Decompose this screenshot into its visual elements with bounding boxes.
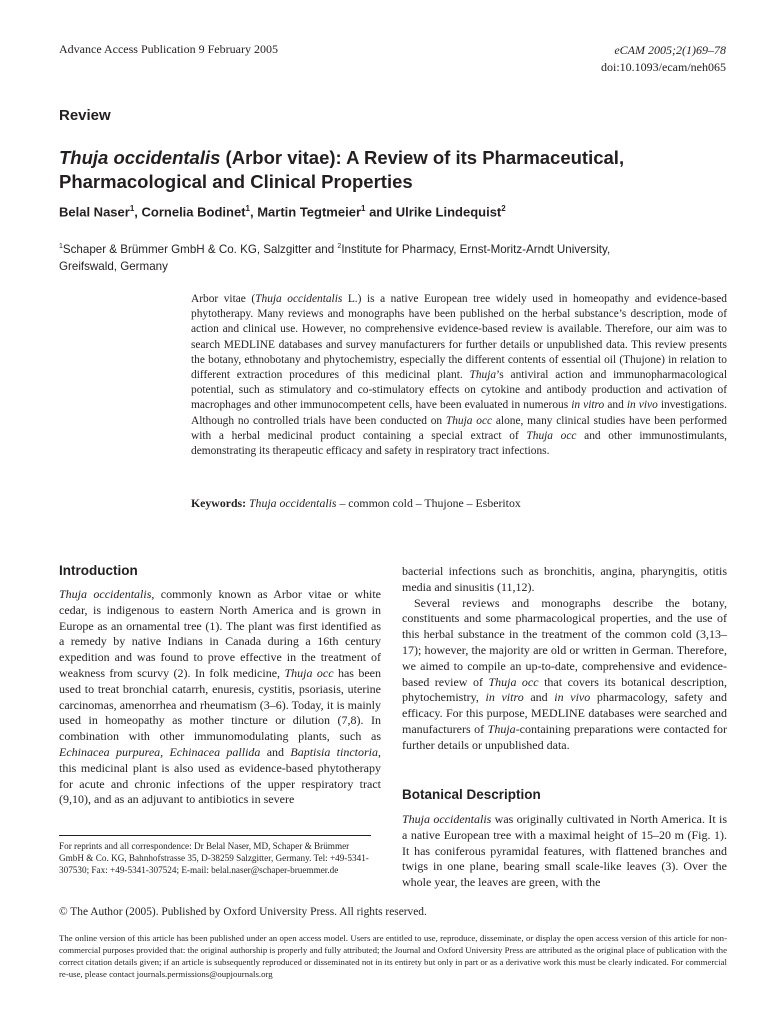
paragraph — [402, 596, 727, 754]
author-aff: 1 — [245, 204, 250, 213]
abstract-text: and other immunostimulants, demonstrating its therapeutic efficacy and safety in respiratory tract infections. — [191, 429, 727, 458]
body-italic: Thuja — [487, 721, 516, 736]
abstract-text: Arbor vitae ( — [191, 293, 256, 305]
abstract-italic: in vitro — [571, 399, 605, 412]
body-italic: Thuja occ — [488, 674, 539, 689]
body-italic: Thuja occidentalis — [59, 587, 152, 601]
affiliation-2: Institute for Pharmacy, Ernst-Moritz-Arndt University, — [341, 242, 611, 256]
body-italic: in vivo — [554, 690, 591, 705]
aff-mark: 1 — [59, 243, 63, 250]
open-access-notice: The online version of this article has been published under an open access model. Users are entitled to use, reproduce, disseminate, or display the open access version of this article for non-commercial purposes provided that: the original authorship is properly and fully attributed; the Journal and Oxford University Press are attributed as the original place of publication with the correct citation details given; if an article is subsequently reproduced or disseminated not in its entirety but only in part or as a derivative work this must be clearly indicated. For commercial re-use, please contact journals.permissions@oupjournals.org — [59, 933, 727, 979]
abstract — [191, 292, 727, 459]
botanical-paragraph — [402, 812, 727, 891]
author-list: Belal Naser$^1$, Cornelia Bodinet$^1$, Martin Tegtmeier$^1$ and Ulrike Lindequist$^2$ — [59, 204, 506, 220]
article-title — [59, 146, 739, 194]
author-aff: 2 — [501, 204, 506, 213]
body-italic: Echinacea purpurea, Echinacea pallida — [59, 744, 261, 759]
keywords — [191, 496, 521, 511]
section-label: Review — [59, 107, 111, 124]
paragraph: bacterial infections such as bronchitis, angina, pharyngitis, otitis media and sinusitis (11,12). — [402, 564, 727, 594]
body-text: and — [523, 690, 555, 705]
keywords-rest: – common cold – Thujone – Esberitox — [336, 496, 521, 510]
body-text: and — [260, 744, 291, 759]
abstract-italic: Thuja — [469, 369, 497, 382]
abstract-text: and — [604, 399, 627, 412]
body-text: was originally cultivated in North America. It is a native European tree with a maximal height of 15–20 m (Fig. 1). It has coniferous pyramidal features, with flattened branches and twigs in one plane, bearing small scale-like leaves (3). Over the whole year, the leaves are green, with the — [402, 812, 727, 890]
abstract-italic: Thuja occ — [526, 429, 577, 442]
affiliation-1: Schaper & Brümmer GmbH & Co. KG, Salzgitter and — [62, 242, 338, 256]
heading-botanical-description: Botanical Description — [402, 787, 541, 802]
abstract-italic: Thuja occ — [445, 414, 493, 427]
abstract-text: L.) is a native European tree widely used in homeopathy and evidence-based phytotherapy. Many reviews and monographs have been published on the herbal substance’s description, mode of action and clinical use. However, no comprehensive evidence-based review is available. Therefore, our aim was to search MEDLINE databases and survey manufacturers for further details or unpublished data. This review presents the botany, ethnobotany and phytochemistry, especially the different contents of essential oil (Thujone) in relation to different extraction procedures of this medicinal plant. — [191, 293, 728, 382]
copyright-notice: © The Author (2005). Published by Oxford University Press. All rights reserved. — [59, 906, 427, 918]
keyword-italic: Thuja occidentalis — [249, 496, 337, 510]
body-text: -containing preparations were contacted for further details or unpublished data. — [402, 721, 727, 752]
body-italic: Thuja occ — [284, 665, 334, 680]
body-italic: Baptisia tinctoria — [290, 744, 378, 759]
body-text: , this medicinal plant is also used as evidence-based phytotherapy for acute and chronic infections of the upper respiratory tract (9,10), and as an adjuvant to antibiotics in severe — [59, 744, 381, 807]
title-line2: Pharmacological and Clinical Properties — [59, 171, 413, 192]
author-aff: 1 — [129, 204, 135, 213]
body-text: , commonly known as Arbor vitae or white cedar, is indigenous to eastern North America and is grown in Europe as an ornamental tree (1). The plant was first identified as a remedy by native Indians in Canada during a 16th century expedition and was found to prove effective in the treatment of weakness from scurvy (2). In folk medicine, — [59, 587, 381, 680]
footnote-divider — [59, 835, 371, 836]
body-text: Several reviews and monographs describe the botany, constituents and some pharmacological properties, and the use of this herbal substance in the treatment of the common cold (3,13–17); however, the majority are old or written in German. Therefore, we aimed to compile an up-to-date, comprehensive and evidence-based review of — [402, 595, 727, 689]
body-italic: in vitro — [485, 690, 524, 705]
author-name: Ulrike Lindequist — [395, 204, 502, 220]
correspondence-footnote: For reprints and all correspondence: Dr Belal Naser, MD, Schaper & Brümmer GmbH & Co. KG, Bahnhofstrasse 35, D-38259 Salzgitter, Germany. Tel: +49-5341-307530; Fax: +49-5341-307524; E-mail: belal.naser@schaper-bruemmer.de — [59, 841, 369, 875]
aff-mark: 2 — [337, 243, 342, 250]
abstract-italic: Thuja occidentalis — [255, 293, 343, 305]
body-text: pharmacology, safety and efficacy. For this purpose, MEDLINE databases were searched and manufacturers of — [402, 690, 727, 736]
abstract-text: alone, many clinical studies have been performed with a herbal medicinal product containing a special extract of — [191, 414, 727, 442]
body-text: has been used to treat bronchial catarrh, enuresis, cystitis, psoriasis, uterine carcinomas, amenorrhea and rheumatism (3–6). Today, it is mainly used in homeopathy as mother tincture or dilution (7,8). In combination with other immunomodulating plants, such as — [59, 665, 381, 744]
body-text: that covers its botanical description, phytochemistry, — [402, 674, 727, 705]
abstract-text: investigations. Although no controlled trials have been conducted on — [191, 399, 727, 427]
body-italic: Thuja occidentalis — [402, 812, 492, 826]
author-aff: 1 — [361, 204, 366, 213]
title-line1: (Arbor vitae): A Review of its Pharmaceutical, — [220, 147, 625, 168]
title-species: Thuja occidentalis — [59, 147, 221, 168]
keywords-label: Keywords: — [191, 496, 247, 510]
author-name: Belal Naser — [59, 204, 130, 220]
affiliation-2-cont: Greifswald, Germany — [59, 259, 168, 273]
affiliations — [59, 238, 719, 275]
journal-citation — [601, 42, 726, 76]
doi: doi:10.1093/ecam/neh065 — [601, 60, 726, 74]
author-name: Martin Tegtmeier — [257, 204, 361, 220]
publication-date: Advance Access Publication 9 February 2005 — [59, 42, 278, 56]
heading-introduction: Introduction — [59, 563, 138, 578]
introduction-paragraph — [59, 587, 381, 808]
journal-ref: eCAM 2005;2(1)69–78 — [614, 43, 726, 57]
abstract-text: ’s antiviral action and immunopharmacological potential, such as stimulatory and co-stimulatory effects on cytokine and antibody production and activation of macrophages and other immunocompetent cells, have been evaluated in numerous — [191, 369, 727, 412]
author-name: Cornelia Bodinet — [141, 204, 246, 220]
right-column-text — [402, 564, 727, 754]
abstract-italic: in vivo — [626, 399, 658, 412]
